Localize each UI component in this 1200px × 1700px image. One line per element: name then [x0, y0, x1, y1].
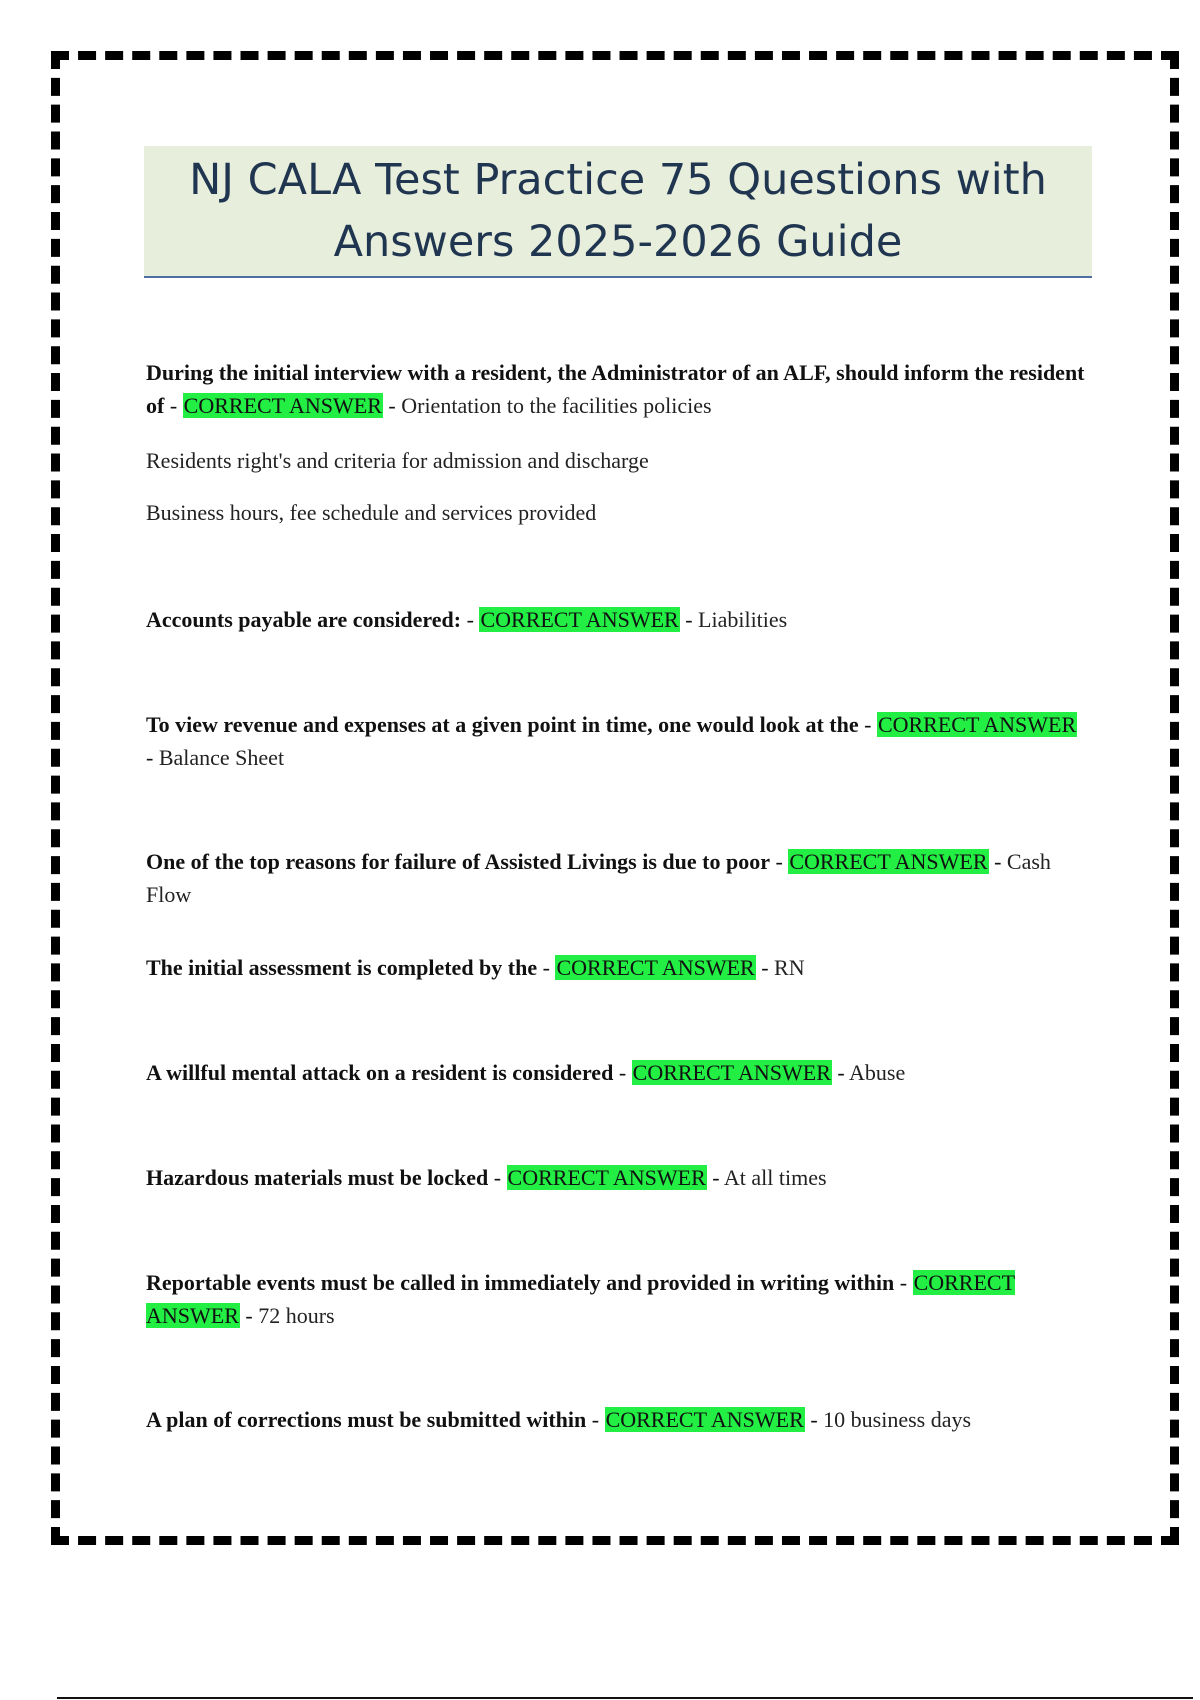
- question-text: The initial assessment is completed by the: [146, 955, 538, 980]
- question-text: To view revenue and expenses at a given point in time, one would look at the: [146, 712, 859, 737]
- footer-rule: [57, 1697, 1193, 1699]
- separator: -: [810, 1407, 818, 1432]
- question-text: A plan of corrections must be submitted within: [146, 1407, 587, 1432]
- correct-answer-marker: CORRECT ANSWER: [877, 712, 1077, 737]
- qa-item: [146, 951, 1086, 984]
- answer-text: 10 business days: [823, 1407, 972, 1432]
- correct-answer-marker: CORRECT ANSWER: [632, 1060, 831, 1085]
- qa-item: [146, 845, 1086, 911]
- separator: -: [618, 1060, 632, 1085]
- separator: -: [775, 849, 789, 874]
- separator: -: [169, 393, 183, 418]
- separator: -: [685, 607, 693, 632]
- separator: -: [493, 1165, 507, 1190]
- separator: -: [837, 1060, 845, 1085]
- correct-answer-marker: CORRECT ANSWER: [556, 955, 755, 980]
- answer-text: At all times: [723, 1165, 827, 1190]
- separator: -: [761, 955, 769, 980]
- question-text: Accounts payable are considered:: [146, 607, 462, 632]
- separator: -: [591, 1407, 605, 1432]
- separator: -: [146, 745, 154, 770]
- answer-text: Orientation to the facilities policies: [401, 393, 712, 418]
- question-text: One of the top reasons for failure of Assisted Livings is due to poor: [146, 849, 770, 874]
- question-text: A willful mental attack on a resident is considered: [146, 1060, 614, 1085]
- qa-item: [146, 708, 1086, 774]
- answer-text: Cash Flow: [146, 849, 1051, 907]
- answer-text: 72 hours: [258, 1303, 335, 1328]
- qa-item: [146, 603, 1086, 636]
- document-title: NJ CALA Test Practice 75 Questions with Answers 2025-2026 Guide: [189, 155, 1047, 267]
- question-text: Reportable events must be called in immediately and provided in writing within: [146, 1270, 895, 1295]
- separator: -: [994, 849, 1002, 874]
- question-text: During the initial interview with a resident, the Administrator of an ALF, should inform the resident of: [146, 360, 1085, 418]
- separator: -: [542, 955, 556, 980]
- qa-item: [146, 356, 1086, 422]
- answer-text: Abuse: [849, 1060, 906, 1085]
- answer-text: Balance Sheet: [158, 745, 285, 770]
- separator: -: [712, 1165, 720, 1190]
- separator: -: [899, 1270, 913, 1295]
- title-banner: [144, 146, 1092, 278]
- answer-text: RN: [774, 955, 805, 980]
- correct-answer-marker: CORRECT ANSWER: [507, 1165, 706, 1190]
- separator: -: [245, 1303, 253, 1328]
- qa-item: [146, 1403, 1086, 1436]
- correct-answer-marker: CORRECT ANSWER: [146, 1270, 1016, 1328]
- question-text: Hazardous materials must be locked: [146, 1165, 489, 1190]
- separator: -: [466, 607, 480, 632]
- correct-answer-marker: CORRECT ANSWER: [480, 607, 679, 632]
- correct-answer-marker: CORRECT ANSWER: [789, 849, 988, 874]
- qa-item: [146, 1266, 1086, 1332]
- correct-answer-marker: CORRECT ANSWER: [605, 1407, 804, 1432]
- answer-text: Liabilities: [698, 607, 788, 632]
- qa-item: [146, 1161, 1086, 1194]
- answer-extra-line: Residents right's and criteria for admission and discharge: [146, 448, 649, 473]
- separator: -: [388, 393, 396, 418]
- answer-extra-line: Business hours, fee schedule and services provided: [146, 500, 597, 525]
- qa-item: [146, 1056, 1086, 1089]
- correct-answer-marker: CORRECT ANSWER: [183, 393, 382, 418]
- separator: -: [864, 712, 877, 737]
